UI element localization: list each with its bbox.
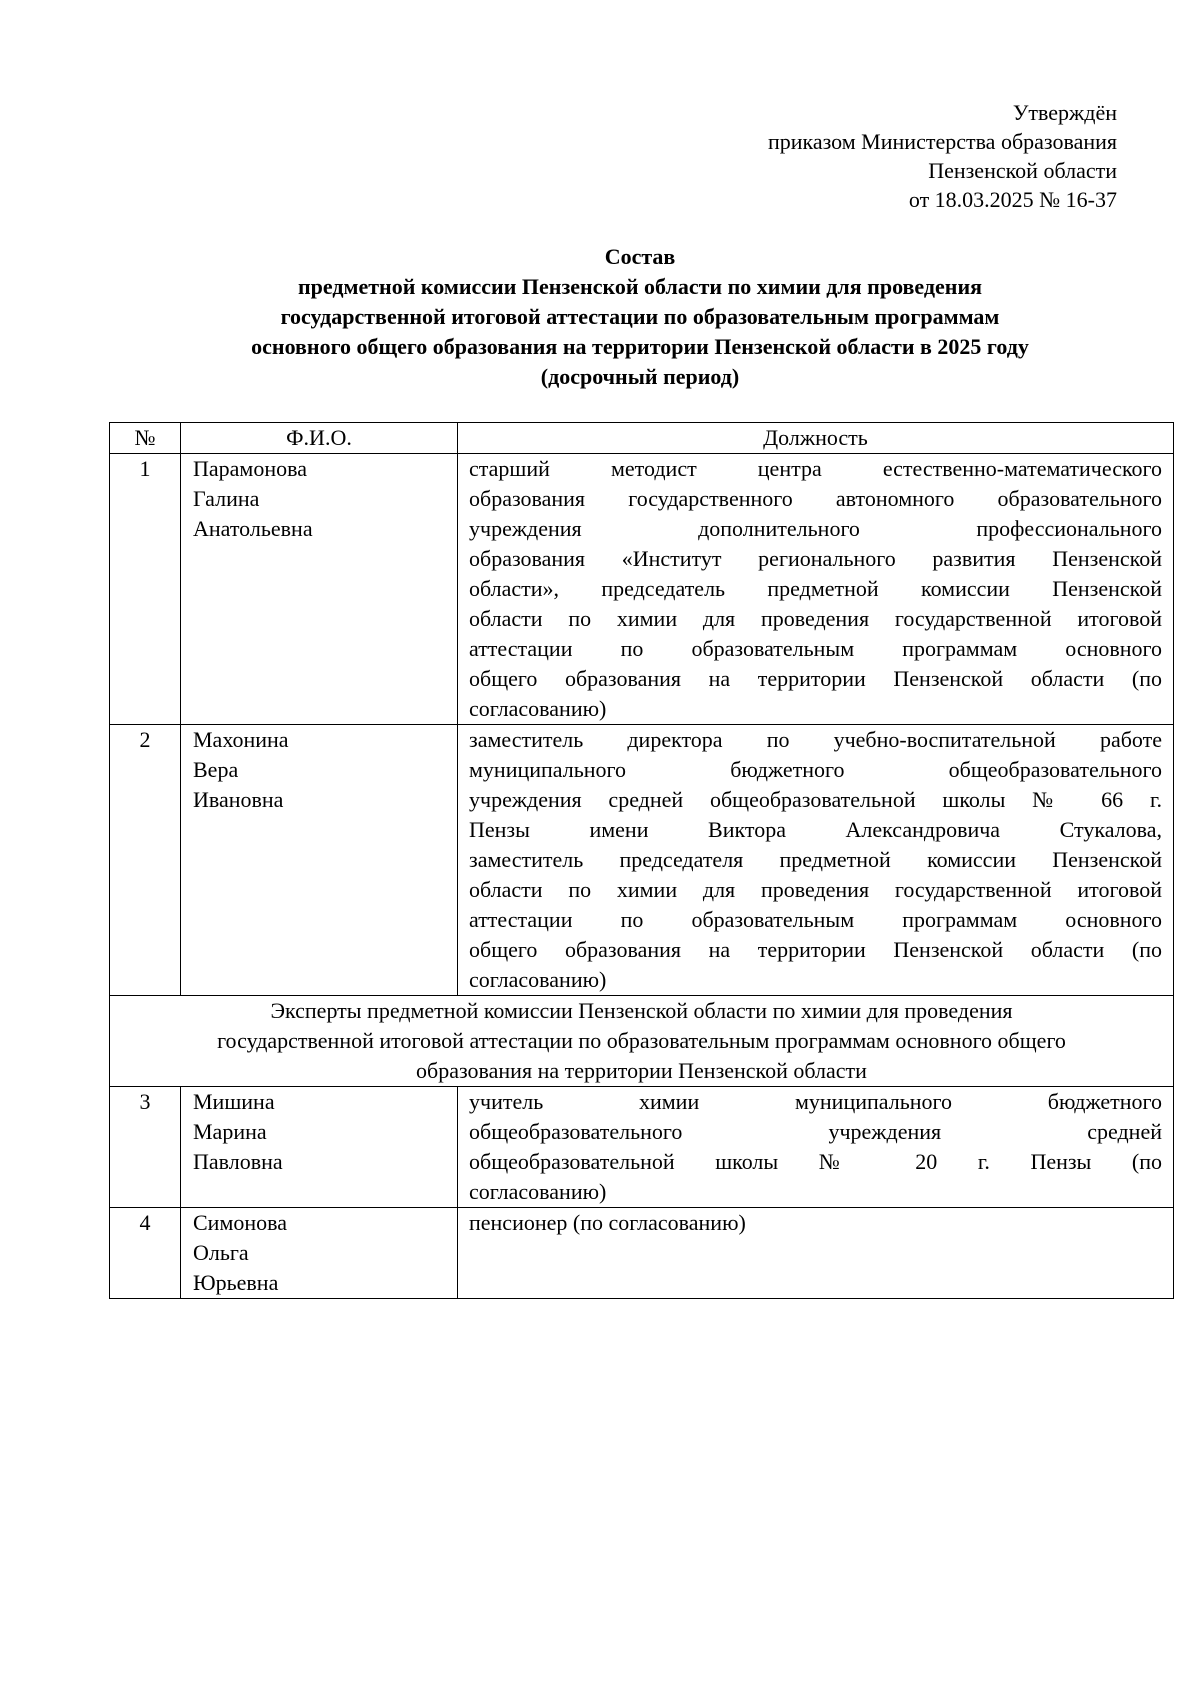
row-name <box>181 454 458 725</box>
row-num: 4 <box>110 1208 181 1299</box>
table-row <box>110 1208 1174 1299</box>
table-row <box>110 454 1174 725</box>
position-line: области», председатель предметной комиссии Пензенской <box>469 576 1162 601</box>
row-name <box>181 1208 458 1299</box>
experts-section-heading <box>110 996 1174 1087</box>
position-line: общеобразовательной школы № 20 г. Пензы (по <box>469 1149 1162 1174</box>
approval-line: приказом Министерства образования <box>767 129 1117 154</box>
header-position: Должность <box>458 423 1174 454</box>
row-num: 2 <box>110 725 181 996</box>
position-line: учитель химии муниципального бюджетного <box>469 1089 1162 1114</box>
position-line: общего образования на территории Пензенской области (по <box>469 666 1162 691</box>
position-line: области по химии для проведения государственной итоговой <box>469 877 1162 902</box>
position-line: аттестации по образовательным программам основного <box>469 907 1162 932</box>
position-line: муниципального бюджетного общеобразовательного <box>469 757 1162 782</box>
name-part: Юрьевна <box>193 1270 279 1295</box>
position-line: заместитель председателя предметной комиссии Пензенской <box>469 847 1162 872</box>
approval-line: Пензенской области <box>928 158 1117 183</box>
name-part: Ольга <box>193 1240 249 1265</box>
name-part: Махонина <box>193 727 289 752</box>
position-line: согласованию) <box>469 967 607 992</box>
header-name: Ф.И.О. <box>181 423 458 454</box>
document-title <box>110 242 1170 392</box>
section-line: государственной итоговой аттестации по образовательным программам основного общего <box>217 1028 1066 1053</box>
position-line: учреждения средней общеобразовательной школы № 66 г. <box>469 787 1162 812</box>
row-position <box>458 1208 1174 1299</box>
position-line: заместитель директора по учебно-воспитательной работе <box>469 727 1162 752</box>
position-line: общего образования на территории Пензенской области (по <box>469 937 1162 962</box>
title-line: Состав <box>604 244 676 269</box>
row-position <box>458 1087 1174 1208</box>
position-line: области по химии для проведения государственной итоговой <box>469 606 1162 631</box>
approval-block <box>600 98 1117 214</box>
name-part: Симонова <box>193 1210 288 1235</box>
approval-line: Утверждён <box>1012 100 1117 125</box>
position-line: согласованию) <box>469 696 607 721</box>
position-line: общеобразовательного учреждения средней <box>469 1119 1162 1144</box>
row-num: 3 <box>110 1087 181 1208</box>
name-part: Парамонова <box>193 456 307 481</box>
position-line: старший методист центра естественно-математического <box>469 456 1162 481</box>
title-line: (досрочный период) <box>540 364 740 389</box>
position-line: пенсионер (по согласованию) <box>469 1210 746 1235</box>
section-row <box>110 996 1174 1087</box>
position-line: образования государственного автономного образовательного <box>469 486 1162 511</box>
table-row <box>110 725 1174 996</box>
table-row <box>110 1087 1174 1208</box>
title-line: основного общего образования на территории Пензенской области в 2025 году <box>251 334 1029 359</box>
name-part: Павловна <box>193 1149 283 1174</box>
name-part: Галина <box>193 486 260 511</box>
position-line: Пензы имени Виктора Александровича Стукалова, <box>469 817 1162 842</box>
name-part: Вера <box>193 757 239 782</box>
position-line: образования «Институт регионального развития Пензенской <box>469 546 1162 571</box>
members-table <box>109 422 1174 1299</box>
table-header-row <box>110 423 1174 454</box>
name-part: Марина <box>193 1119 267 1144</box>
row-position <box>458 725 1174 996</box>
name-part: Мишина <box>193 1089 275 1114</box>
approval-line: от 18.03.2025 № 16-37 <box>908 187 1117 212</box>
name-part: Анатольевна <box>193 516 313 541</box>
position-line: согласованию) <box>469 1179 607 1204</box>
section-line: Эксперты предметной комиссии Пензенской области по химии для проведения <box>270 998 1013 1023</box>
section-line: образования на территории Пензенской области <box>416 1058 867 1083</box>
name-part: Ивановна <box>193 787 284 812</box>
header-num: № <box>110 423 181 454</box>
position-line: аттестации по образовательным программам основного <box>469 636 1162 661</box>
title-line: предметной комиссии Пензенской области по химии для проведения <box>297 274 983 299</box>
title-line: государственной итоговой аттестации по образовательным программам <box>280 304 1000 329</box>
position-line: учреждения дополнительного профессионального <box>469 516 1162 541</box>
row-name <box>181 725 458 996</box>
row-name <box>181 1087 458 1208</box>
row-num: 1 <box>110 454 181 725</box>
row-position <box>458 454 1174 725</box>
